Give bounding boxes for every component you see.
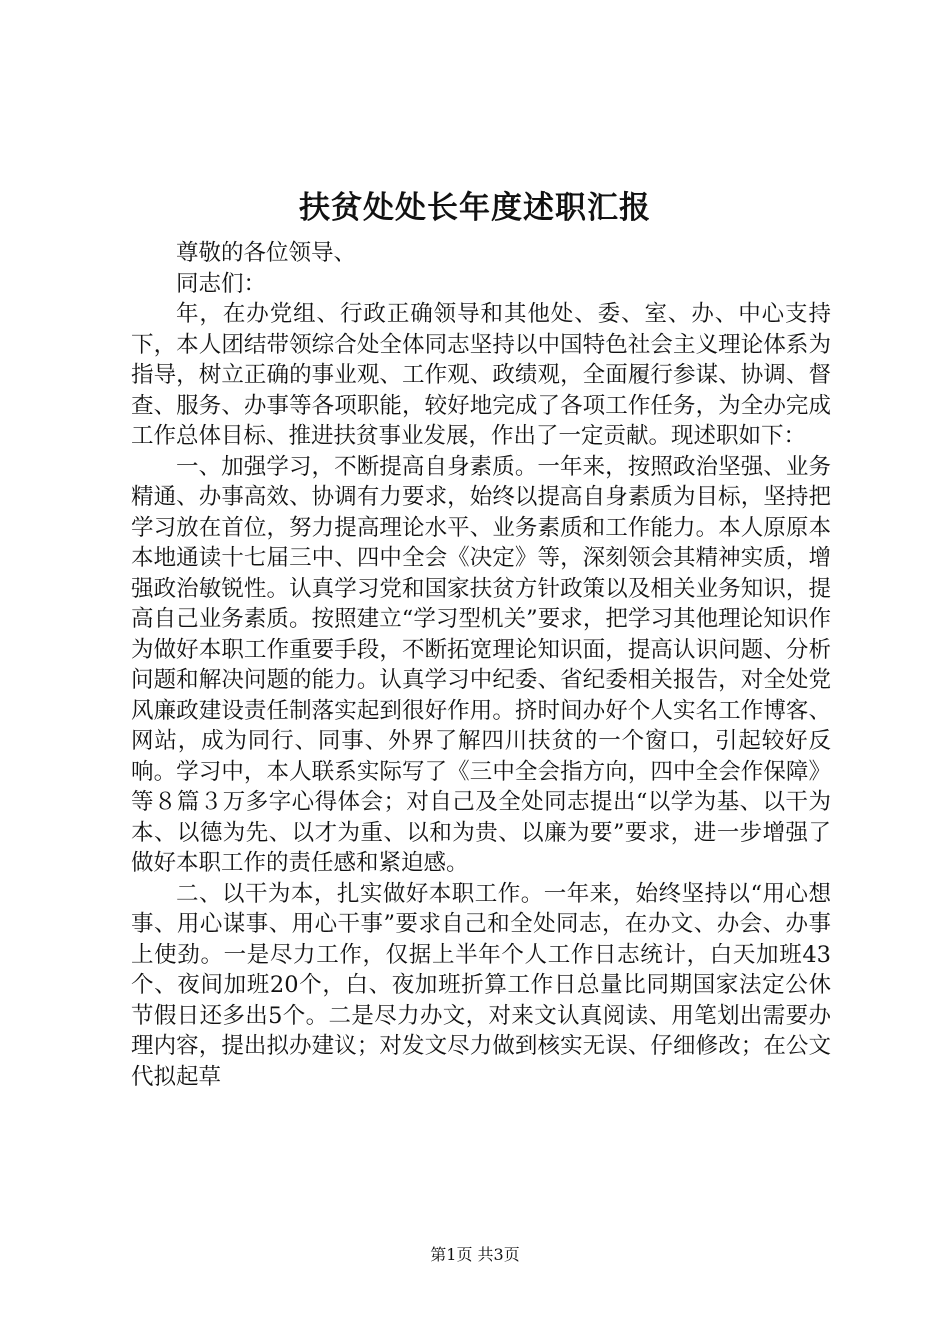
body-paragraph: 一、加强学习，不断提高自身素质。一年来，按照政治坚强、业务精通、办事高效、协调有力要求，始终以提高自身素质为目标，坚持把学习放在首位，努力提高理论水平、业务素质和工作能力。本人原原本本地通读十七届三中、四中全会《决定》等，深刻领会其精神实质，增强政治敏锐性。认真学习党和国家扶贫方针政策以及相关业务知识，提高自己业务素质。按照建立“学习型机关”要求，把学习其他理论知识作为做好本职工作重要手段，不断拓宽理论知识面，提高认识问题、分析问题和解决问题的能力。认真学习中纪委、省纪委相关报告，对全处党风廉政建设责任制落实起到很好作用。挤时间办好个人实名工作博客、网站，成为同行、同事、外界了解四川扶贫的一个窗口，引起较好反响。学习中，本人联系实际写了《三中全会指方向，四中全会作保障》等８篇３万多字心得体会；对自己及全处同志提出“以学为基、以干为本、以德为先、以才为重、以和为贵、以廉为要”要求，进一步增强了做好本职工作的责任感和紧迫感。 bbox=[131, 453, 831, 876]
salutation-line-1: 尊敬的各位领导、 bbox=[176, 240, 357, 266]
body-paragraph: 二、以干为本，扎实做好本职工作。一年来，始终坚持以“用心想事、用心谋事、用心干事”要求自己和全处同志，在办文、办会、办事上使劲。一是尽力工作，仅据上半年个人工作日志统计，白天加班43个、夜间加班20个，白、夜加班折算工作日总量比同期国家法定公休节假日还多出5个。二是尽力办文，对来文认真阅读、用笔划出需要办理内容，提出拟办建议；对发文尽力做到核实无误、仔细修改；在公文代拟起草 bbox=[131, 880, 831, 1090]
salutation-line-2: 同志们： bbox=[176, 270, 267, 297]
page-footer: 第1页 共3页 bbox=[430, 1245, 520, 1264]
body-paragraph: 年，在办党组、行政正确领导和其他处、委、室、办、中心支持下，本人团结带领综合处全体同志坚持以中国特色社会主义理论体系为指导，树立正确的事业观、工作观、政绩观，全面履行参谋、协调、督查、服务、办事等各项职能，较好地完成了各项工作任务，为全办完成工作总体目标、推进扶贫事业发展，作出了一定贡献。现述职如下： bbox=[131, 301, 831, 449]
document-body bbox=[131, 238, 831, 1092]
document-title: 扶贫处处长年度述职汇报 bbox=[299, 190, 651, 226]
